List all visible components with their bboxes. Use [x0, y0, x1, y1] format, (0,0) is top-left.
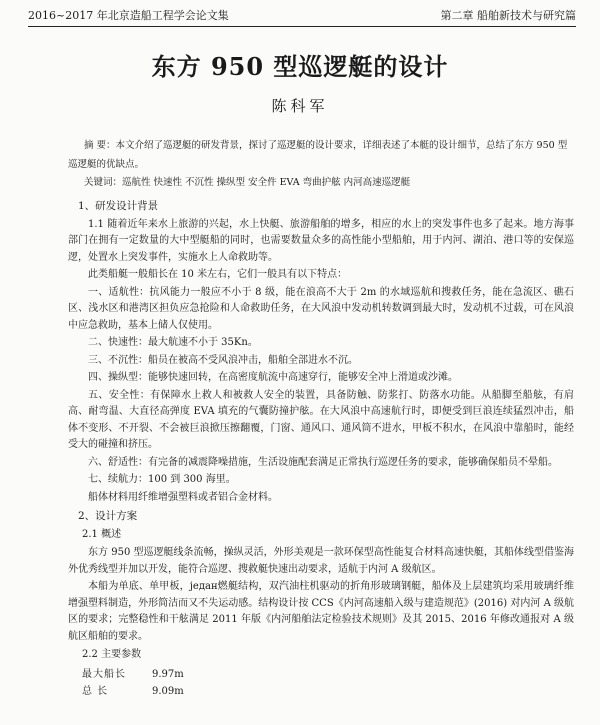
params-table: [82, 666, 574, 700]
feature-item: 三、不沉性：船员在被高不受风浪冲击，船舶全部进水不沉。: [88, 354, 358, 366]
feature-item: 六、舒适性：有完备的减震降噪措施，生活设施配套满足正常执行巡逻任务的要求，能够确保船员不晕船。: [88, 456, 558, 468]
paper-title: 东方 950 型巡逻艇的设计: [151, 52, 449, 81]
section-2-heading: 2、设计方案: [78, 510, 138, 522]
param-value: 9.09m: [152, 685, 184, 697]
subsection-heading: 2.1 概述: [82, 528, 122, 540]
params-heading: 2.2 主要参数: [82, 649, 142, 660]
author-name: 陈科军: [271, 97, 329, 115]
feature-item: 四、操纵型：能够快速回转，在高密度航流中高速穿行，能够安全冲上滑道或沙滩。: [88, 372, 458, 383]
param-label: 最大船长: [82, 668, 126, 680]
keywords: 关键词：巡航性 快速性 不沉性 操纵型 安全件 EVA 弯曲护舷 内河高速巡逻艇: [84, 177, 411, 188]
paragraph: 东方 950 型巡逻艇线条流畅，操纵灵活，外形美观是一款环保型高性能复合材料高速快艇，其船体线型借鉴海外优秀线型并加以开发，能符合巡逻、搜救艇快速出动要求，适航于内河 A 级航区。: [68, 547, 574, 575]
paper-body: [68, 196, 574, 700]
running-header: [28, 8, 576, 27]
abstract: 摘 要：本文介绍了巡逻艇的研发背景，探讨了巡逻艇的设计要求，详细表述了本艇的设计细节，总结了东方 950 型巡逻艇的优缺点。: [68, 140, 568, 170]
param-row: [82, 683, 574, 700]
feature-item: 七、续航力：100 到 300 海里。: [88, 474, 236, 485]
feature-item: 船体材料用纤维增强塑料或者铝合金材料。: [88, 491, 278, 503]
param-value: 9.97m: [152, 668, 184, 680]
param-row: [82, 666, 574, 683]
param-label: 总 长: [82, 685, 109, 697]
section-1-heading: 1、研发设计背景: [78, 200, 159, 212]
paragraph: 1.1 随着近年来水上旅游的兴起，水上快艇、旅游船舶的增多，相应的水上的突发事件也多了起来。地方海事部门在拥有一定数量的大中型艇船的同时，也需要数量众多的高性能小型船舶，用于内河、湖泊、港口等的安保巡逻，处置水上突发事件，实施水上人命救助等。: [68, 218, 574, 263]
paragraph: 此类船艇一般船长在 10 米左右，它们一般具有以下特点：: [88, 269, 348, 280]
feature-item: 五、安全性：有保障水上救人和被救人安全的装置，具备防触、防浆打、防落水功能。从船脚至船舷，有肩高、耐弯温、大直径高弹度 EVA 填充的气囊防撞护舷。在大风浪中高速航行时，即便受到巨浪连续猛烈冲击，船体不变形、不开裂、不会被巨浪掀压擦翻覆，门窗、通风口、通风筒不进水，甲板不积水，在风浪中靠船时，能经受大的碰撞和挤压。: [68, 389, 574, 450]
feature-item: 二、快速性：最大航速不小于 35Kn。: [88, 337, 258, 348]
header-right-text: 第二章 船舶新技术与研究篇: [440, 9, 576, 22]
header-left-text: 2016~2017 年北京造船工程学会论文集: [28, 9, 229, 22]
paragraph: 本船为单底、单甲板，један燃艇结构，双汽油柱机驱动的折角形玻璃钢艇，船体及上层建筑均采用玻璃纤维增强塑料制造，外形简洁而又不失运动感。结构设计按 CCS《内河高速船入级与建造规范》(2016) 对内河 A 级航区的要求；完整稳性和干舷满足 2011 年版《内河船舶法定检验技术规则》及其 2015、2016 年修改通报对 A 级航区船舶的要求。: [68, 581, 574, 642]
feature-item: 一、适航性：抗风能力一般应不小于 8 级，能在浪高不大于 2m 的水域巡航和搜救任务，能在急流区、礁石区、浅水区和港湾区担负应急抢险和人命救助任务，在大风浪中发动机转数调到最大时，发动机不过载，可在风浪中应急救助，基本上储人仅使用。: [68, 286, 574, 331]
